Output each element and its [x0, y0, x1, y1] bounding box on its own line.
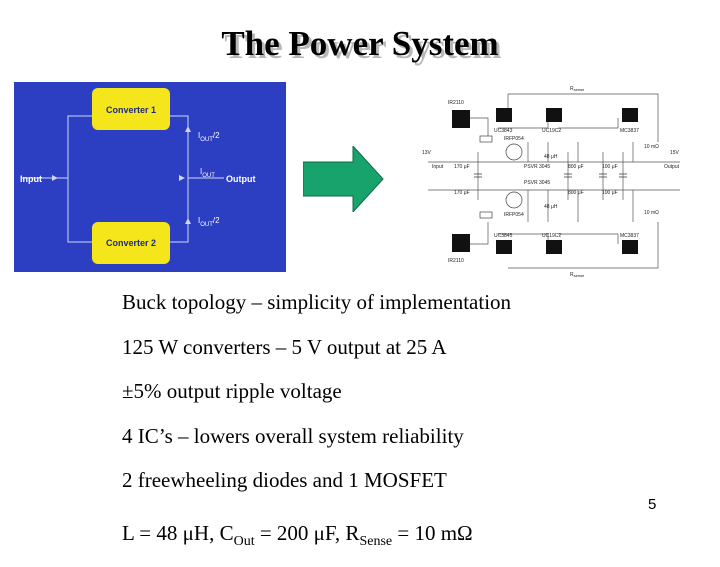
transition-arrow-icon: [303, 146, 385, 212]
slide-title: The Power System: [0, 24, 720, 64]
schematic-output-label: Output: [664, 164, 680, 170]
uc3845-label: UC3845: [494, 233, 513, 239]
uc3845-chip: [496, 240, 512, 254]
inductor-top-label: 48 μH: [544, 154, 558, 160]
mc3837-bottom-label: MC3837: [620, 233, 639, 239]
mc3837-top-label: MC3837: [620, 128, 639, 134]
output-label: Output: [226, 174, 256, 184]
cap-out-a-label: 800 μF: [568, 164, 584, 170]
res-top-label: 10 mΩ: [644, 144, 659, 150]
res-bottom-label: 10 mΩ: [644, 210, 659, 216]
page-number: 5: [648, 496, 656, 513]
list-item: 4 IC’s – lowers overall system reliability: [122, 426, 511, 471]
cap-c-a-label: 100 μF: [602, 164, 618, 170]
rsense-top-label: $R_{sense}$: [570, 86, 585, 92]
uc19c2-bottom-chip: [546, 240, 562, 254]
diode-bottom-label: PSVR 3045: [524, 180, 550, 186]
irfp054-top-label: IRFP054: [504, 136, 524, 142]
component-values-item: L = 48 μH, $C_{Out} = 200$ μF, $R_{Sense} = 10$ mΩ: [122, 523, 511, 567]
irfp054-bottom-label: IRFP054: [504, 212, 524, 218]
output-voltage-label: 15V: [670, 150, 680, 156]
uc3843-chip: [496, 108, 512, 122]
converter-1-label: Converter 1: [106, 105, 156, 115]
ir2110-bottom-label: IR2110: [448, 258, 464, 264]
cap-in-bottom-label: 170 μF: [454, 190, 470, 196]
uc19c2-top-chip: [546, 108, 562, 122]
input-label: Input: [20, 174, 42, 184]
list-item: ±5% output ripple voltage: [122, 381, 511, 426]
list-item: Buck topology – simplicity of implementation: [122, 292, 511, 337]
input-voltage-label: 13V: [422, 150, 432, 156]
circuit-schematic: [418, 82, 688, 278]
ir2110-bottom-chip: [452, 234, 470, 252]
diode-top-label: PSVR 3045: [524, 164, 550, 170]
converter-2-label: Converter 2: [106, 238, 156, 248]
list-item: 2 freewheeling diodes and 1 MOSFET: [122, 470, 511, 515]
uc3843-label: UC3843: [494, 128, 513, 134]
rsense-bottom-label: $R_{sense}$: [570, 272, 585, 278]
cap-out-b-label: 800 μF: [568, 190, 584, 196]
list-item: 125 W converters – 5 V output at 25 A: [122, 337, 511, 382]
spec-list: [122, 292, 511, 567]
cap-c-b-label: 100 μF: [602, 190, 618, 196]
iout-half-top-label: $I_{OUT}/2$: [198, 131, 220, 143]
inductor-bottom-label: 48 μH: [544, 204, 558, 210]
ir2110-top-chip: [452, 110, 470, 128]
mc3837-top-chip: [622, 108, 638, 122]
mc3837-bottom-chip: [622, 240, 638, 254]
schematic-input-label: Input: [432, 164, 444, 170]
iout-label: $I_{OUT}$: [200, 167, 215, 179]
uc19c2-top-label: UC19C2: [542, 128, 561, 134]
ir2110-top-label: IR2110: [448, 100, 464, 106]
converter-block-diagram: [14, 82, 286, 272]
iout-half-bottom-label: $I_{OUT}/2$: [198, 216, 220, 228]
uc19c2-bottom-label: UC19C2: [542, 233, 561, 239]
cap-in-top-label: 170 μF: [454, 164, 470, 170]
